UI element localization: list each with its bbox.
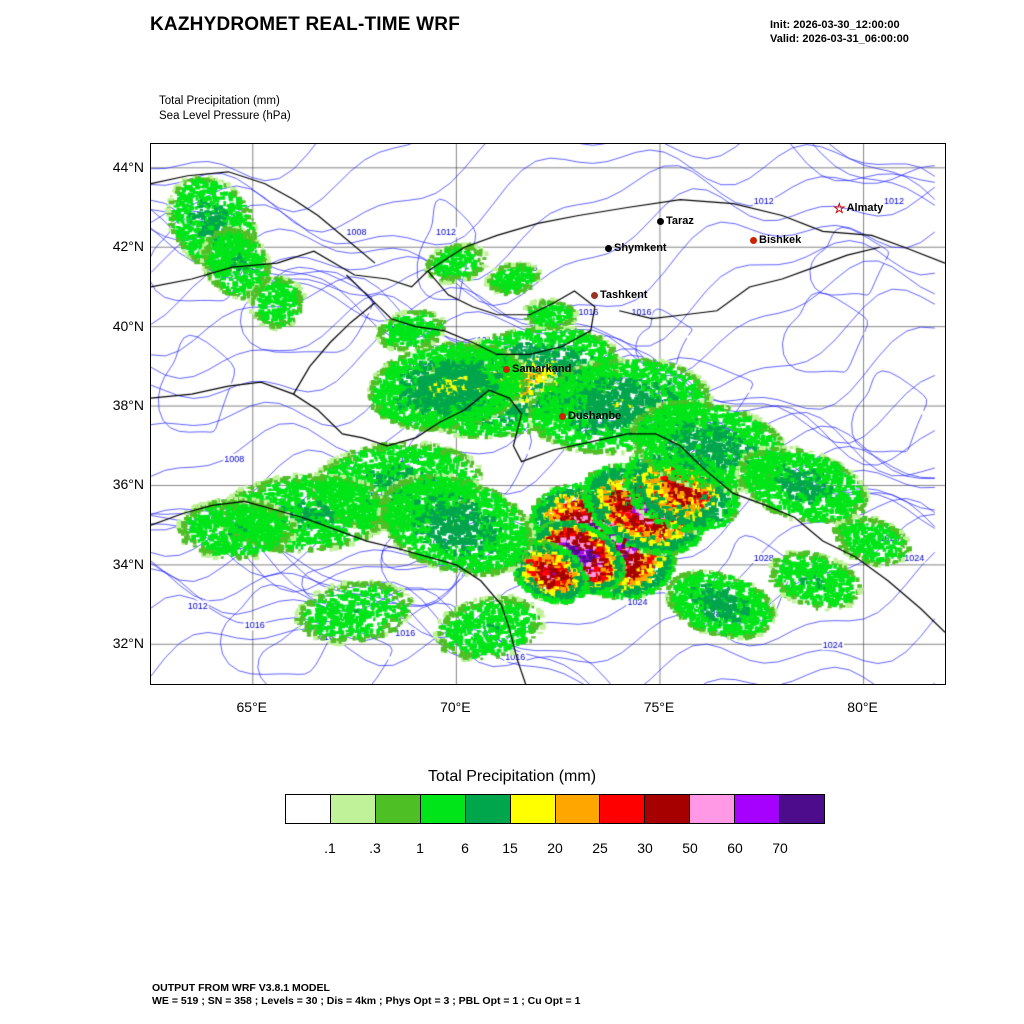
colorbar-tick: 20 [547, 840, 563, 856]
city-marker-taraz [657, 215, 694, 227]
dot-icon [605, 245, 612, 252]
lat-tick-label: 44°N [112, 158, 144, 175]
lon-tick-label: 75°E [643, 699, 675, 715]
dot-icon [657, 218, 664, 225]
field-label-slp: Sea Level Pressure (hPa) [159, 110, 291, 122]
colorbar-tick: 1 [416, 840, 424, 856]
dot-icon [750, 237, 757, 244]
colorbar-tick: 60 [727, 840, 743, 856]
city-marker-almaty [833, 200, 884, 217]
lat-tick-label: 32°N [112, 635, 144, 652]
footer-line-1: OUTPUT FROM WRF V3.8.1 MODEL [152, 982, 330, 994]
lat-tick-label: 42°N [112, 238, 144, 255]
colorbar-swatch [556, 795, 601, 823]
city-label: Dushanbe [568, 410, 622, 423]
colorbar-tick: 30 [637, 840, 653, 856]
colorbar-tick: 25 [592, 840, 608, 856]
colorbar-swatch [735, 795, 780, 823]
colorbar-swatch [600, 795, 645, 823]
colorbar [285, 794, 825, 824]
colorbar-swatch [645, 795, 690, 823]
colorbar-swatch [331, 795, 376, 823]
city-label: Shymkent [614, 242, 667, 255]
lat-tick-label: 38°N [112, 397, 144, 414]
lat-tick-label: 40°N [112, 317, 144, 334]
dot-icon [591, 292, 598, 299]
colorbar-tick: 15 [502, 840, 518, 856]
field-label-precip: Total Precipitation (mm) [159, 95, 280, 107]
lat-tick-label: 34°N [112, 555, 144, 572]
city-label: Samarkand [512, 363, 572, 376]
init-time-label: Init: 2026-03-30_12:00:00 [770, 19, 900, 31]
footer-line-2: WE = 519 ; SN = 358 ; Levels = 30 ; Dis = 4km ; Phys Opt = 3 ; PBL Opt = 1 ; Cu Opt = 1 [152, 995, 581, 1007]
colorbar-swatch [421, 795, 466, 823]
page-title: KAZHYDROMET REAL-TIME WRF [150, 14, 461, 35]
star-icon: ☆ [833, 200, 846, 217]
city-marker-samarkand [503, 363, 571, 375]
dot-icon [503, 366, 510, 373]
city-label: Almaty [846, 202, 884, 215]
city-label: Tashkent [600, 289, 648, 302]
city-label: Taraz [666, 215, 694, 228]
lat-tick-label: 36°N [112, 476, 144, 493]
city-marker-tashkent [591, 289, 647, 301]
map-canvas [151, 144, 945, 684]
colorbar-swatch [466, 795, 511, 823]
colorbar-swatch [690, 795, 735, 823]
colorbar-swatch [780, 795, 824, 823]
colorbar-swatch [511, 795, 556, 823]
colorbar-tick-labels [285, 840, 825, 860]
colorbar-tick: 6 [461, 840, 469, 856]
city-marker-bishkek [750, 234, 801, 246]
colorbar-tick: .1 [324, 840, 336, 856]
lon-tick-label: 65°E [236, 699, 268, 715]
city-label: Bishkek [759, 234, 802, 247]
lon-tick-label: 80°E [847, 699, 878, 715]
colorbar-swatch [376, 795, 421, 823]
city-marker-dushanbe [559, 410, 621, 422]
city-marker-shymkent [605, 242, 667, 254]
colorbar-tick: 70 [772, 840, 788, 856]
colorbar-tick: .3 [369, 840, 381, 856]
field-label [159, 94, 291, 124]
colorbar-tick: 50 [682, 840, 698, 856]
colorbar-swatch [286, 795, 331, 823]
valid-time-label: Valid: 2026-03-31_06:00:00 [770, 33, 909, 45]
map-plot-area [150, 143, 946, 685]
dot-icon [559, 413, 566, 420]
model-footer [152, 982, 580, 1008]
colorbar-title: Total Precipitation (mm) [427, 768, 597, 785]
lon-tick-label: 70°E [440, 699, 471, 715]
